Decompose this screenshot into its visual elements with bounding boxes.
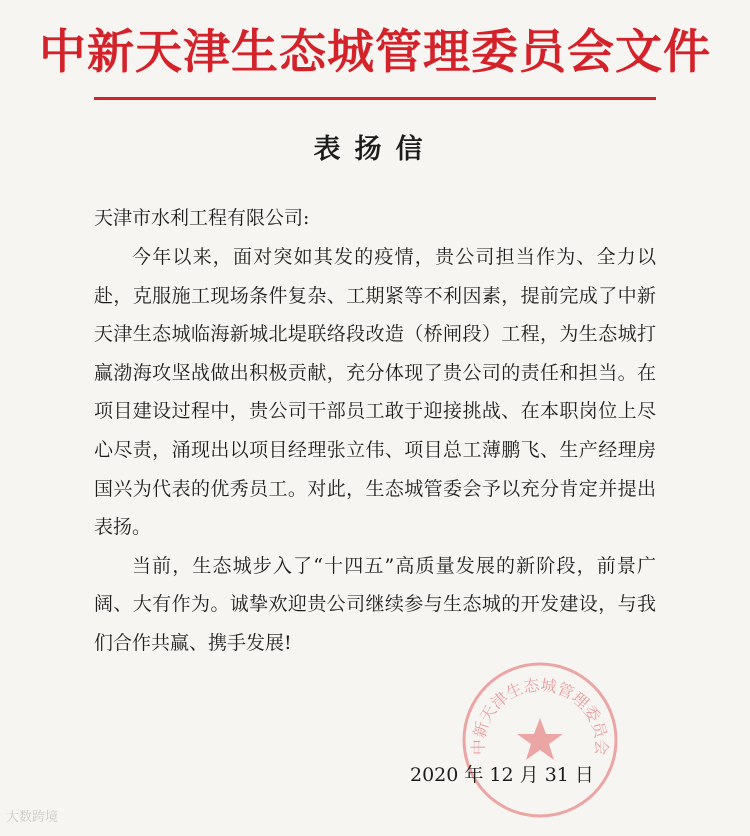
document-title: 表扬信 [313,134,437,165]
addressee: 天津市水利工程有限公司: [94,207,310,229]
official-seal [460,660,620,820]
document-header-title: 中新天津生态城管理委员会文件 [39,25,711,80]
header-divider [94,97,656,100]
paragraph: 当前，生态城步入了“十四五”高质量发展的新阶段，前景广阔、大有作为。诚挚欢迎贵公司继续参与生态城的开发建设，与我们合作共赢、携手发展! [94,554,656,654]
letter-body [94,238,656,663]
paragraph: 今年以来，面对突如其发的疫情，贵公司担当作为、全力以赴，克服施工现场条件复杂、工期紧等不利因素，提前完成了中新天津生态城临海新城北堤联络段改造（桥闸段）工程，为生态城打赢渤海攻坚战做出积极贡献，充分体现了贵公司的责任和担当。在项目建设过程中，贵公司干部员工敢于迎接挑战、在本职岗位上尽心尽责，涌现出以项目经理张立伟、项目总工薄鹏飞、生产经理房国兴为代表的优秀员工。对此，生态城管委会予以充分肯定并提出表扬。 [94,246,656,539]
watermark-text: 大数跨境 [6,810,59,825]
document-date: 2020 年 12 月 31 日 [410,764,594,786]
star-icon [517,718,563,760]
seal-text: 中新天津生态城管理委员会 [468,675,612,756]
